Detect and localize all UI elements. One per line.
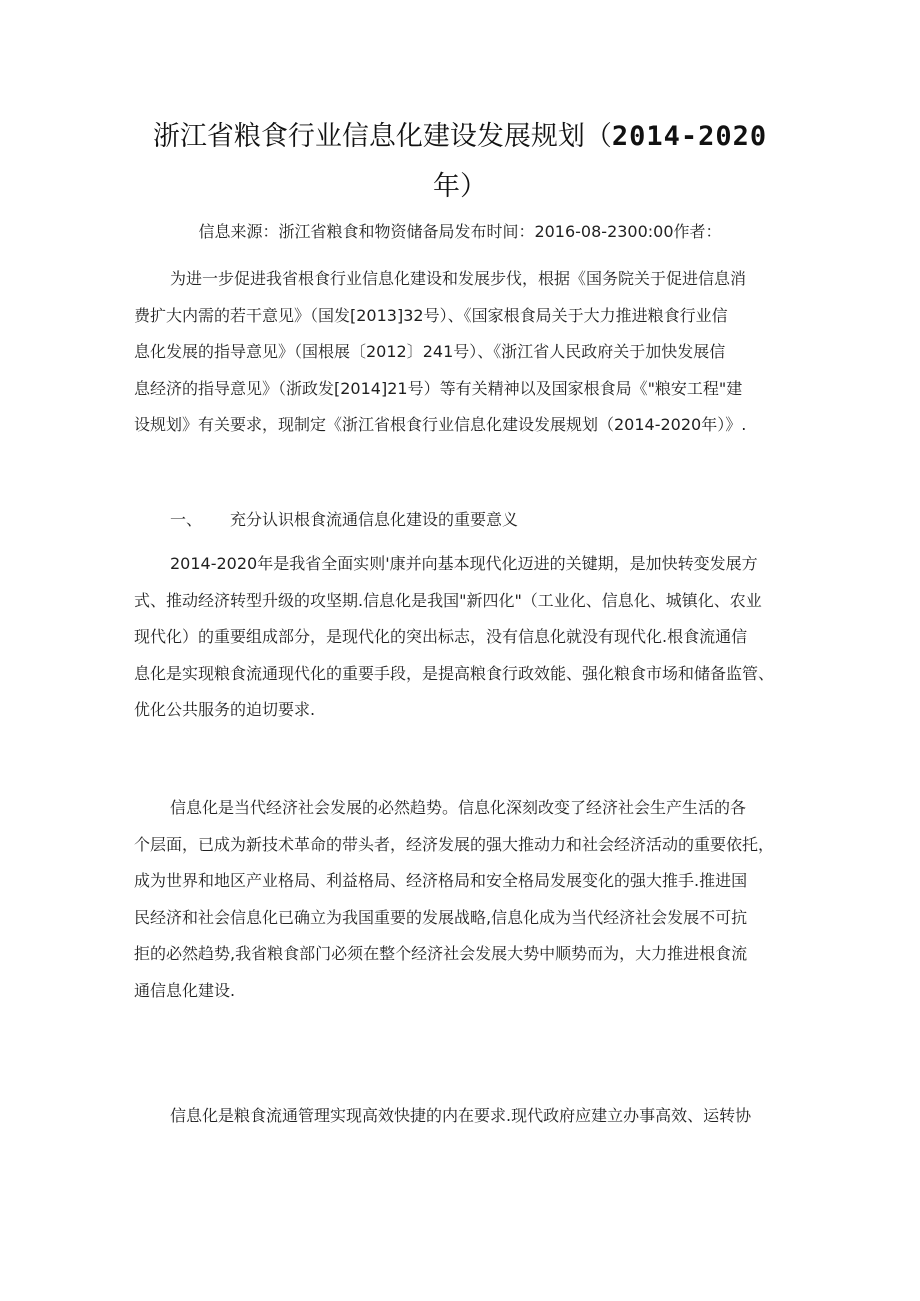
paragraph-line: 成为世界和地区产业格局、利益格局、经济格局和安全格局发展变化的强大推手.推进国 xyxy=(134,871,748,890)
title-text: 浙江省粮食行业信息化建设发展规划（ xyxy=(152,121,612,152)
paragraph-3 xyxy=(134,1098,794,1135)
paragraph-1 xyxy=(134,546,794,729)
paragraph-line: 息经济的指导意见》（浙政发[2014]21号）等有关精神以及国家根食局《"粮安工程"建 xyxy=(134,378,743,398)
paragraph-line: 现代化）的重要组成部分，是现代化的突出标志，没有信息化就没有现代化.根食流通信 xyxy=(134,627,748,646)
document-title xyxy=(120,112,800,212)
document-meta: 信息来源：浙江省粮食和物资储备局发布时间：2016-08-2300:00作者： xyxy=(198,222,722,241)
section-title: 充分认识根食流通信息化建设的重要意义 xyxy=(230,510,519,529)
paragraph-line: 信息化是粮食流通管理实现高效快捷的内在要求.现代政府应建立办事高效、运转协 xyxy=(170,1106,752,1125)
paragraph-line: 信息化是当代经济社会发展的必然趋势。信息化深刻改变了经济社会生产生活的各 xyxy=(170,798,747,817)
paragraph-2 xyxy=(134,790,794,1009)
paragraph-line: 式、推动经济转型升级的攻坚期.信息化是我国"新四化"（工业化、信息化、城镇化、农业 xyxy=(134,590,762,610)
paragraph-line: 为进一步促进我省根食行业信息化建设和发展步伐，根据《国务院关于促进信息消 xyxy=(170,269,747,288)
intro-paragraph xyxy=(134,261,794,444)
section-heading xyxy=(170,502,518,538)
paragraph-line: 个层面，已成为新技术革命的带头者，经济发展的强大推动力和社会经济活动的重要依托， xyxy=(134,834,775,854)
paragraph-line: 拒的必然趋势,我省粮食部门必须在整个经济社会发展大势中顺势而为，大力推进根食流 xyxy=(134,944,748,963)
paragraph-line: 费扩大内需的若干意见》（国发[2013]32号）、《国家根食局关于大力推进粮食行业信 xyxy=(134,305,728,325)
paragraph-line: 优化公共服务的迫切要求. xyxy=(134,700,316,719)
title-years: 2014-2020 xyxy=(611,121,768,152)
paragraph-line: 民经济和社会信息化已确立为我国重要的发展战略,信息化成为当代经济社会发展不可抗 xyxy=(134,907,748,927)
section-number: 一、 xyxy=(170,510,203,529)
paragraph-line: 设规划》有关要求，现制定《浙江省根食行业信息化建设发展规划（2014-2020年）》. xyxy=(134,415,747,434)
paragraph-line: 2014-2020年是我省全面实则'康并向基本现代化迈进的关键期，是加快转变发展方 xyxy=(170,554,758,573)
paragraph-line: 通信息化建设. xyxy=(134,980,236,1000)
paragraph-line: 息化发展的指导意见》（国根展〔2012〕241号）、《浙江省人民政府关于加快发展信 xyxy=(134,342,726,361)
title-year-suffix: 年） xyxy=(433,171,487,202)
paragraph-line: 息化是实现粮食流通现代化的重要手段，是提高粮食行政效能、强化粮食市场和储备监管、 xyxy=(134,663,775,683)
